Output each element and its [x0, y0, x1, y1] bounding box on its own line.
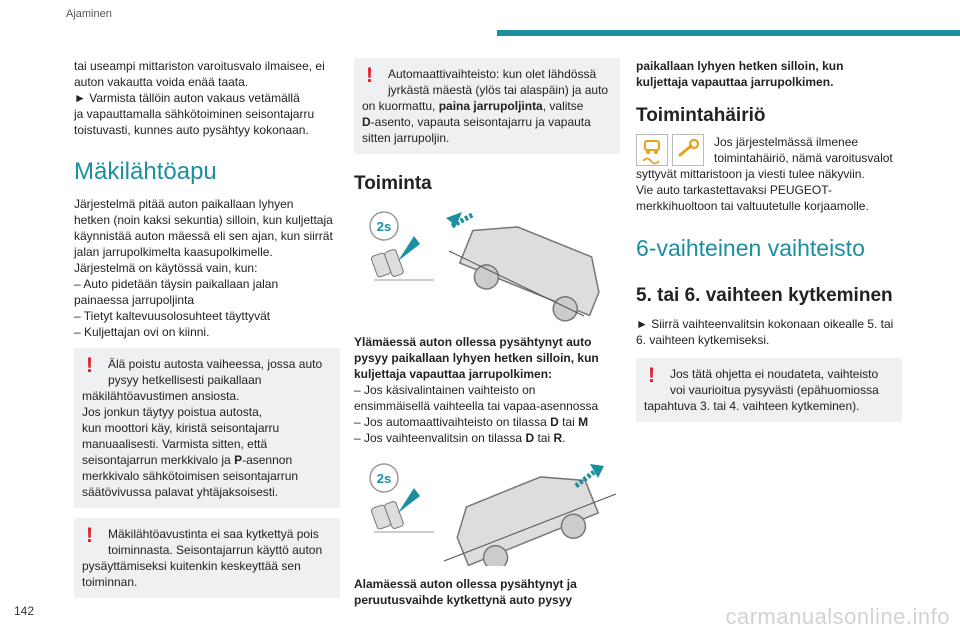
- caption-downhill: Alamäessä auton ollessa pysähtynyt ja: [354, 577, 577, 591]
- list-item: ensimmäisellä vaihteella tai vapaa-asennossa: [354, 399, 599, 413]
- warning-icon: !: [86, 354, 93, 377]
- warning-box: [636, 358, 902, 422]
- list-item: – Jos vaihteenvalitsin on tilassa D tai R.: [354, 431, 566, 445]
- warning-line: on kuormattu, paina jarrupoljinta, valitse: [362, 99, 584, 113]
- warning-line: Mäkilähtöavustinta ei saa kytkettyä pois: [108, 527, 319, 541]
- warning-line: jyrkästä mäestä (ylös tai alaspäin) ja auto: [388, 83, 609, 97]
- warning-line: pysyy hetkellisesti paikallaan: [108, 373, 262, 387]
- intro-line: ► Varmista tällöin auton vakaus vetämällä: [74, 91, 300, 105]
- column-right: [636, 58, 902, 422]
- timer-badge-text: 2s: [376, 219, 392, 234]
- timer-badge-text: 2s: [376, 471, 392, 486]
- hill-assist-warning-icon: [636, 134, 668, 166]
- heading-malfunction: Toimintahäiriö: [636, 105, 766, 126]
- warning-box: [354, 58, 620, 154]
- gear-line: 6. vaihteen kytkemiseksi.: [636, 333, 770, 347]
- body-line: jalan jarrupolkimelta kaasupolkimelle.: [74, 245, 273, 259]
- body-line: Järjestelmä pitää auton paikallaan lyhyen: [74, 197, 294, 211]
- warning-line: tapahtuva 3. tai 4. vaihteen kytkeminen).: [644, 399, 860, 413]
- illustration-downhill: [354, 456, 620, 566]
- fault-line: merkkihuoltoon tai valtuutetulle korjaamolle.: [636, 199, 869, 213]
- page-number: 142: [14, 604, 35, 618]
- heading-gearbox: 6-vaihteinen vaihteisto: [636, 235, 865, 261]
- subheading-gear: 5. tai 6. vaihteen kytkeminen: [636, 285, 893, 306]
- warning-icon: !: [86, 524, 93, 547]
- warning-line: mäkilähtöavustimen ansiosta.: [82, 389, 240, 403]
- warning-line: D-asento, vapauta seisontajarru ja vapauta: [362, 115, 591, 129]
- warning-icon: !: [366, 64, 373, 87]
- warning-icon: !: [648, 364, 655, 387]
- column-left: [74, 58, 340, 598]
- body-line: käynnistää auton mäessä eli sen ajan, kun siirrät: [74, 229, 333, 243]
- wrench-icon: [672, 134, 704, 166]
- warning-line: Älä poistu autosta vaiheessa, jossa auto: [108, 357, 323, 371]
- intro-line: toistuvasti, kunnes auto pysähtyy kokonaan.: [74, 123, 309, 137]
- fault-line: Vie auto tarkastettavaksi PEUGEOT-: [636, 183, 832, 197]
- warning-line: Jos tätä ohjetta ei noudateta, vaihteisto: [670, 367, 879, 381]
- body-line: painaessa jarrupoljinta: [74, 293, 195, 307]
- warning-line: toiminnan.: [82, 575, 138, 589]
- header-section-title: Ajaminen: [66, 8, 112, 20]
- warning-line: voi vaurioitua pysyvästi (epähuomiossa: [670, 383, 879, 397]
- warning-line: sitten jarrupoljin.: [362, 131, 450, 145]
- fault-line: Jos järjestelmässä ilmenee: [714, 135, 859, 149]
- intro-line: ja vapauttamalla sähkötoiminen seisontajarru: [74, 107, 315, 121]
- warning-box: [74, 518, 340, 598]
- header-accent-bar: [497, 30, 960, 36]
- list-item: – Jos käsivalintainen vaihteisto on: [354, 383, 536, 397]
- caption-downhill: peruutusvaihde kytkettynä auto pysyy: [354, 593, 573, 607]
- illustration-uphill: [354, 206, 620, 326]
- fault-line: toimintahäiriö, nämä varoitusvalot: [714, 151, 893, 165]
- intro-line: tai useampi mittariston varoitusvalo ilmaisee, ei: [74, 59, 325, 73]
- body-line: – Kuljettajan ovi on kiinni.: [74, 325, 210, 339]
- warning-line: seisontajarrun merkkivalo ja P-asennon: [82, 453, 293, 467]
- warning-line: säätövivussa palavat yhtäjaksoisesti.: [82, 485, 279, 499]
- warning-line: Jos jonkun täytyy poistua autosta,: [82, 405, 263, 419]
- list-item: – Jos automaattivaihteisto on tilassa D tai M: [354, 415, 589, 429]
- warning-box: [74, 348, 340, 508]
- intro-line: auton vakautta voida enää taata.: [74, 75, 249, 89]
- caption-uphill: pysyy paikallaan lyhyen hetken silloin, kun: [354, 351, 599, 365]
- body-line: – Auto pidetään täysin paikallaan jalan: [74, 277, 279, 291]
- body-line: hetken (noin kaksi sekuntia) silloin, kun kuljettaja: [74, 213, 333, 227]
- caption-uphill: kuljettaja vapauttaa jarrupolkimen:: [354, 367, 553, 381]
- body-line: Järjestelmä on käytössä vain, kun:: [74, 261, 258, 275]
- gear-line: ► Siirrä vaihteenvalitsin kokonaan oikealle 5. tai: [636, 317, 894, 331]
- warning-line: kun moottori käy, kiristä seisontajarru: [82, 421, 280, 435]
- fault-row: [636, 134, 902, 214]
- column-middle: [354, 58, 620, 608]
- warning-line: manuaalisesti. Varmista sitten, että: [82, 437, 268, 451]
- warning-line: toiminnasta. Seisontajarrun käyttö auton: [108, 543, 323, 557]
- fault-line: syttyvät mittaristoon ja viesti tulee näkyviin.: [636, 167, 865, 181]
- warning-line: pysäyttämiseksi kuitenkin keskeyttää sen: [82, 559, 301, 573]
- watermark: carmanualsonline.info: [725, 604, 950, 629]
- warning-line: Automaattivaihteisto: kun olet lähdössä: [388, 67, 597, 81]
- body-line: – Tietyt kaltevuusolosuhteet täyttyvät: [74, 309, 271, 323]
- heading-operation: Toiminta: [354, 173, 432, 194]
- heading-hill-start: Mäkilähtöapu: [74, 158, 217, 185]
- warning-line: merkkivalo sähkötoimisen seisontajarrun: [82, 469, 299, 483]
- continued-caption: kuljettaja vapauttaa jarrupolkimen.: [636, 75, 834, 89]
- caption-uphill: Ylämäessä auton ollessa pysähtynyt auto: [354, 335, 592, 349]
- continued-caption: paikallaan lyhyen hetken silloin, kun: [636, 59, 844, 73]
